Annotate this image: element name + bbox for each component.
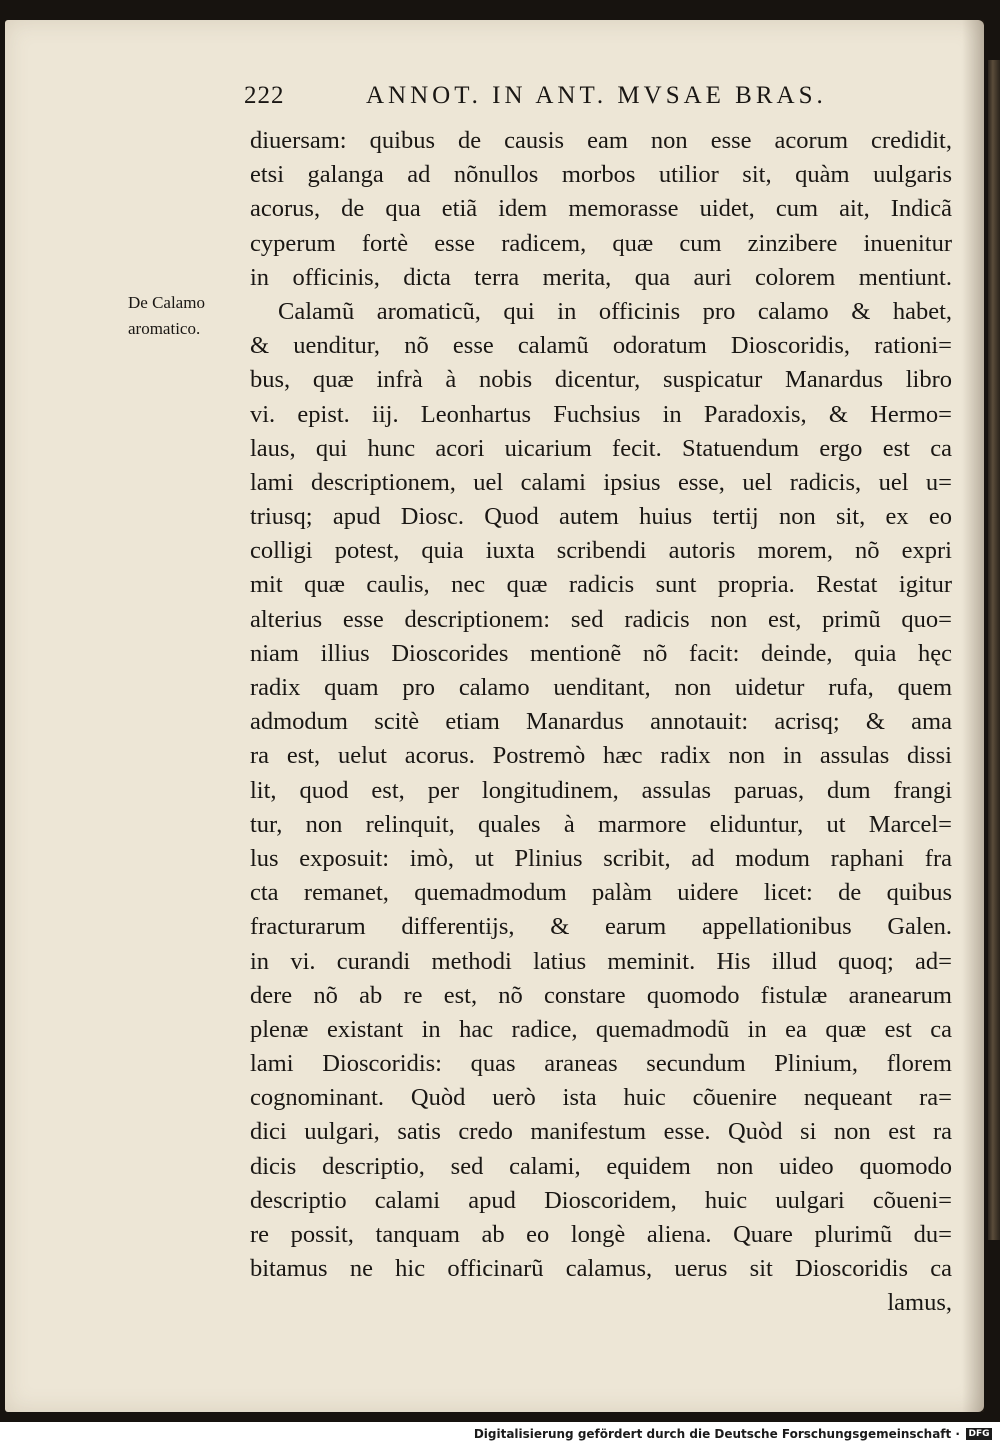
text-line: plenæ existant in hac radice, quemadmodũ in ea quæ est ca xyxy=(250,1015,952,1043)
text-line: tur, non relinquit, quales à marmore eliduntur, ut Marcel= xyxy=(250,810,952,838)
text-line: lus exposuit: imò, ut Plinius scribit, ad modum raphani fra xyxy=(250,844,952,872)
margin-note-line: De Calamo xyxy=(128,293,205,312)
text-line: bus, quæ infrà à nobis dicentur, suspicatur Manardus libro xyxy=(250,366,952,394)
text-line: & uenditur, nõ esse calamũ odoratum Dioscoridis, rationi= xyxy=(250,332,952,360)
text-line: fracturarum differentijs, & earum appellationibus Galen. xyxy=(250,913,952,941)
page-number: 222 xyxy=(244,82,285,109)
text-line: acorus, de qua etiã idem memorasse uidet, cum ait, Indicã xyxy=(250,195,952,223)
text-line: cta remanet, quemadmodum palàm uidere licet: de quibus xyxy=(250,879,952,907)
running-title: ANNOT. IN ANT. MVSAE BRAS. xyxy=(366,82,827,109)
text-line: dere nõ ab re est, nõ constare quomodo fistulæ aranearum xyxy=(250,981,952,1009)
body-text xyxy=(250,124,952,1321)
text-line: in officinis, dicta terra merita, qua auri colorem mentiunt. xyxy=(250,263,952,291)
text-line: ra est, uelut acorus. Postremò hæc radix non in assulas dissi xyxy=(250,742,952,770)
text-line: dici uulgari, satis credo manifestum esse. Quòd si non est ra xyxy=(250,1118,952,1146)
text-line: cognominant. Quòd uerò ista huic cõuenire nequeant ra= xyxy=(250,1084,952,1112)
text-line: bitamus ne hic officinarũ calamus, uerus sit Dioscoridis ca xyxy=(250,1255,952,1283)
text-line: dicis descriptio, sed calami, equidem non uideo quomodo xyxy=(250,1152,952,1180)
catchword: lamus, xyxy=(887,1289,952,1317)
text-line: descriptio calami apud Dioscoridem, huic uulgari cõueni= xyxy=(250,1186,952,1214)
margin-note xyxy=(128,290,248,342)
text-line: lami Dioscoridis: quas araneas secundum Plinium, florem xyxy=(250,1050,952,1078)
dfg-logo: DFG xyxy=(966,1428,992,1440)
text-line: etsi galanga ad nõnullos morbos utilior sit, quàm uulgaris xyxy=(250,161,952,189)
text-line: niam illius Dioscorides mentionẽ nõ facit: deinde, quia hęc xyxy=(250,639,952,667)
text-line: colligi potest, quia iuxta scribendi autoris morem, nõ expri xyxy=(250,537,952,565)
text-line: triusq; apud Diosc. Quod autem huius tertij non sit, ex eo xyxy=(250,503,952,531)
text-line: radix quam pro calamo uenditant, non uidetur rufa, quem xyxy=(250,674,952,701)
page-header xyxy=(244,82,864,122)
text-line: Calamũ aromaticũ, qui in officinis pro calamo & habet, xyxy=(278,297,952,325)
margin-note-line: aromatico. xyxy=(128,319,201,338)
text-line: laus, qui hunc acori uicarium fecit. Statuendum ergo est ca xyxy=(250,434,952,462)
text-line: in vi. curandi methodi latius meminit. His illud quoq; ad= xyxy=(250,947,952,975)
text-line: admodum scitè etiam Manardus annotauit: acrisq; & ama xyxy=(250,708,952,736)
text-line: cyperum fortè esse radicem, quæ cum zinzibere inuenitur xyxy=(250,229,952,257)
page-gutter-shadow xyxy=(962,20,984,1412)
text-line: lit, quod est, per longitudinem, assulas paruas, dum frangi xyxy=(250,776,952,804)
text-line: re possit, tanquam ab eo longè aliena. Quare plurimũ du= xyxy=(250,1221,952,1248)
text-line: diuersam: quibus de causis eam non esse acorum credidit, xyxy=(250,127,952,154)
page-edge-strip xyxy=(988,60,1000,1240)
text-line: alterius esse descriptionem: sed radicis non est, primũ quo= xyxy=(250,605,952,633)
text-line: mit quæ caulis, nec quæ radicis sunt propria. Restat igitur xyxy=(250,571,952,599)
footer-bar xyxy=(0,1422,1000,1447)
text-line: vi. epist. iij. Leonhartus Fuchsius in Paradoxis, & Hermo= xyxy=(250,400,952,428)
text-line: lami descriptionem, uel calami ipsius esse, uel radicis, uel u= xyxy=(250,468,952,496)
funding-notice: Digitalisierung gefördert durch die Deutsche Forschungsgemeinschaft · xyxy=(473,1427,960,1441)
